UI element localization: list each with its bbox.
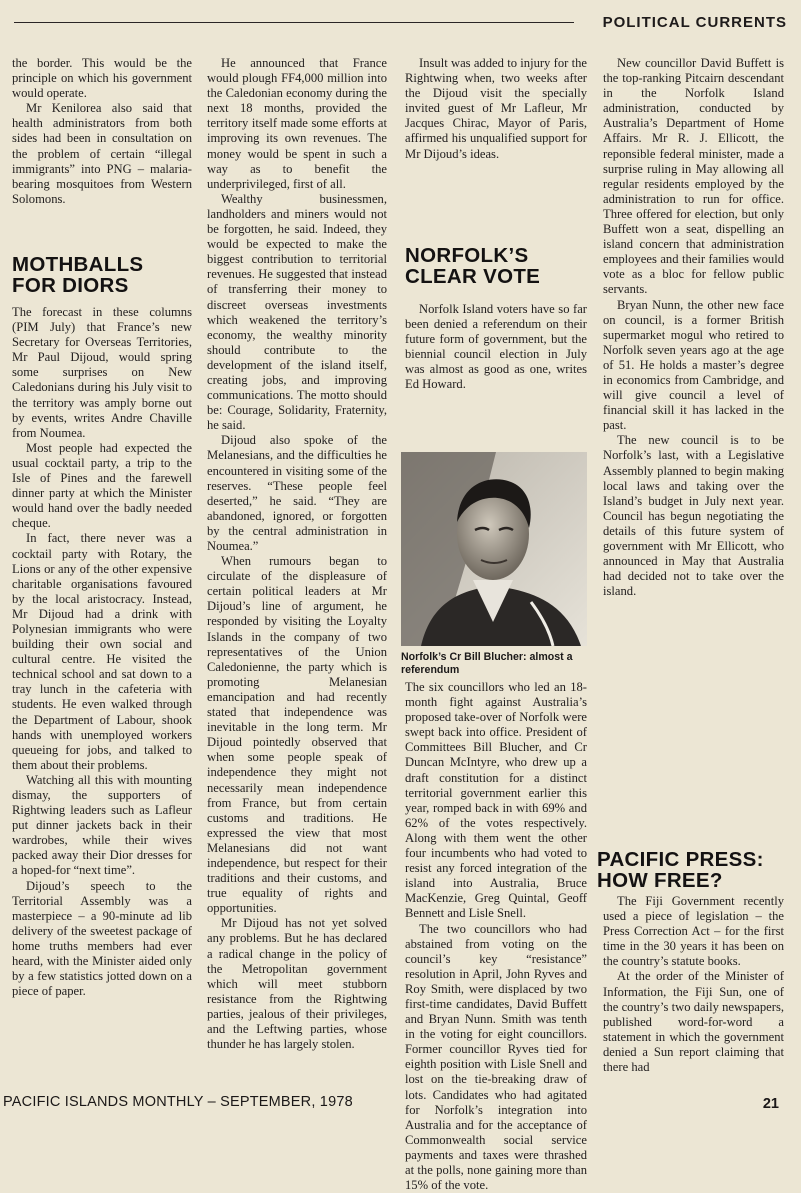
paragraph: New councillor David Buffett is the top-ranking Pitcairn descendant in the Norfolk Island administration, conducted by Australia’s Department of Home Affairs. Mr R. J. Ellicott, the reponsible federal minister, made a surprise ruling in May allowing all regular residents employed by the administration to run for office. Three offered for election, but only Buffett won a seat, dispelling an island concern that administration employees and their families would vote as a bloc for fellow public servants.	[603, 56, 784, 298]
headline-mothballs: MOTHBALLS FOR DIORS	[12, 254, 192, 296]
section-label: POLITICAL CURRENTS	[603, 14, 787, 31]
paragraph: Watching all this with mounting dismay, the supporters of Rightwing leaders such as Lafleur put dinner jackets back in their wardrobes, while their wives packed away their Dior dresses for a hoped-for “next time”.	[12, 773, 192, 879]
paragraph: Bryan Nunn, the other new face on council, is a former British supermarket mogul who retired to Norfolk seven years ago at the age of 51. He holds a master’s degree in economics from Cambridge, and will give council a level of financial skill it has lacked in the past.	[603, 298, 784, 434]
paragraph: When rumours began to circulate of the displeasure of certain political leaders at Mr Dijoud’s line of argument, he responded by visiting the Loyalty Islands in the company of two representatives of the Union Caledonienne, the party which is promoting Melanesian emancipation and had recently stated that independence was inevitable in the long term. Mr Dijoud pointedly observed that when some people speak of independence they might not necessarily mean independence from France, but from certain customs and traditions. He expressed the view that most Melanesians did not want independence, but respect for their traditions and their customs, and true equality of rights and opportunities.	[207, 554, 387, 916]
headline-pacific-press: PACIFIC PRESS: HOW FREE?	[597, 849, 782, 891]
column-1	[12, 56, 192, 207]
paragraph: the border. This would be the principle on which his government would operate.	[12, 56, 192, 101]
column-3	[405, 56, 587, 162]
column-1-article	[12, 305, 192, 999]
header-rule	[14, 22, 574, 23]
column-2	[207, 56, 387, 1052]
column-3-article	[405, 302, 587, 393]
paragraph: Dijoud also spoke of the Melanesians, and the difficulties he encountered in visiting some of the reserves. “These people feel deserted,” he said. “They are abandoned, ignored, or forgotten by the central administration in Noumea.”	[207, 433, 387, 554]
paragraph: At the order of the Minister of Information, the Fiji Sun, one of the country’s two daily newspapers, published word-for-word a statement in which the government denied a Sun report claiming that there had	[603, 969, 784, 1075]
column-3-continued	[405, 680, 587, 1193]
portrait-photo	[401, 452, 587, 646]
paragraph: He announced that France would plough FF4,000 million into the Caledonian economy during the next 18 months, provided the territory itself made some efforts at improving its own revenues. The money would be spent in such a way as to benefit the underprivileged, first of all.	[207, 56, 387, 192]
paragraph: In fact, there never was a cocktail party with Rotary, the Lions or any of the other expensive charitable organisations favoured by the local aristocracy. Instead, Mr Dijoud had a drink with Polynesian immigrants who were building their own social and cultural centre. He visited the technical school and sat down to a tray lunch in the cafeteria with students. He even walked through the Department of Labour, shook hands with unemployed workers queueing for jobs, and talked to them about their problems.	[12, 531, 192, 773]
headline-norfolk: NORFOLK’S CLEAR VOTE	[405, 245, 587, 287]
paragraph: Wealthy businessmen, landholders and miners would not be forgotten, he said. Indeed, they would be expected to make the biggest contribution to territorial revenues. He suggested that instead of transferring their money to discreet overseas investments which weakened the territory’s economy, the wealthy minority should contribute to the development of the island itself, creating jobs, and improving communications. The motto should be: Courage, Solidarity, Fraternity, he said.	[207, 192, 387, 434]
paragraph: The new council is to be Norfolk’s last, with a Legislative Assembly planned to begin making local laws and taking over the Island’s budget in July next year. Council has begun negotiating the details of this future system of government with Mr Ellicott, who announced in May that Australia had decided not to take over the island.	[603, 433, 784, 599]
paragraph: The Fiji Government recently used a piece of legislation – the Press Correction Act – for the first time in the 30 years it has been on the country’s statute books.	[603, 894, 784, 969]
paragraph: Mr Kenilorea also said that health administrators from both sides had been in consultation on the problem of certain “illegal immigrants” into PNG – malaria-bearing mosquitoes from Western Solomons.	[12, 101, 192, 207]
paragraph: The forecast in these columns (PIM July) that France’s new Secretary for Overseas Territories, Mr Paul Dijoud, would spring some surprises on New Caledonians during his July visit to the territory was amply borne out by events, writes Andre Chaville from Noumea.	[12, 305, 192, 441]
page-number: 21	[763, 1096, 779, 1112]
footer-publication: PACIFIC ISLANDS MONTHLY – SEPTEMBER, 1978	[3, 1094, 353, 1110]
paragraph: Dijoud’s speech to the Territorial Assembly was a masterpiece – a 90-minute ad lib delivery of the sweetest package of home truths members had ever heard, with the Minister aided only by a few statistics jotted down on a piece of paper.	[12, 879, 192, 1000]
paragraph: The two councillors who had abstained from voting on the council’s key “resistance” resolution in April, John Ryves and Roy Smith, were displaced by two first-time candidates, David Buffett and Bryan Nunn. Smith was tenth in the voting for eight councillors. Former councillor Ryves tied for eighth position with Lisle Snell and lost on the tie-breaking draw of lots. Candidates who had agitated for Norfolk’s integration into Australia and for the acceptance of Commonwealth social service payments and taxes were thrashed at the polls, none gaining more than 15% of the vote.	[405, 922, 587, 1193]
paragraph: Norfolk Island voters have so far been denied a referendum on their future form of government, but the biennial council election in July was almost as good as one, writes Ed Howard.	[405, 302, 587, 393]
column-4-article	[603, 894, 784, 1075]
paragraph: The six councillors who led an 18-month fight against Australia’s proposed take-over of Norfolk were swept back into office. President of Committees Bill Blucher, and Cr Duncan McIntyre, who drew up a draft constitution for a distinct territorial government earlier this year, romped back in with 69% and 62% of the votes respectively. Along with them went the other four incumbents who had voted to resist any forced integration of the island into Australia, Bruce MacKenzie, Greg Quintal, Geoff Bennett and Lisle Snell.	[405, 680, 587, 922]
paragraph: Mr Dijoud has not yet solved any problems. But he has declared a radical change in the policy of the Metropolitan government which will meet stubborn resistance from the Rightwing parties, jealous of their privileges, and the Leftwing parties, whose thunder he has largely stolen.	[207, 916, 387, 1052]
photo-caption: Norfolk’s Cr Bill Blucher: almost a referendum	[401, 651, 587, 676]
paragraph: Insult was added to injury for the Rightwing when, two weeks after the Dijoud visit the specially invited guest of Mr Lafleur, Mr Jacques Chirac, Mayor of Paris, affirmed his unqualified support for Mr Dijoud’s ideas.	[405, 56, 587, 162]
column-4	[603, 56, 784, 599]
paragraph: Most people had expected the usual cocktail party, a trip to the Isle of Pines and the farewell dinner party at which the Minister would hand over the badly needed cheque.	[12, 441, 192, 532]
portrait-image	[401, 452, 587, 646]
